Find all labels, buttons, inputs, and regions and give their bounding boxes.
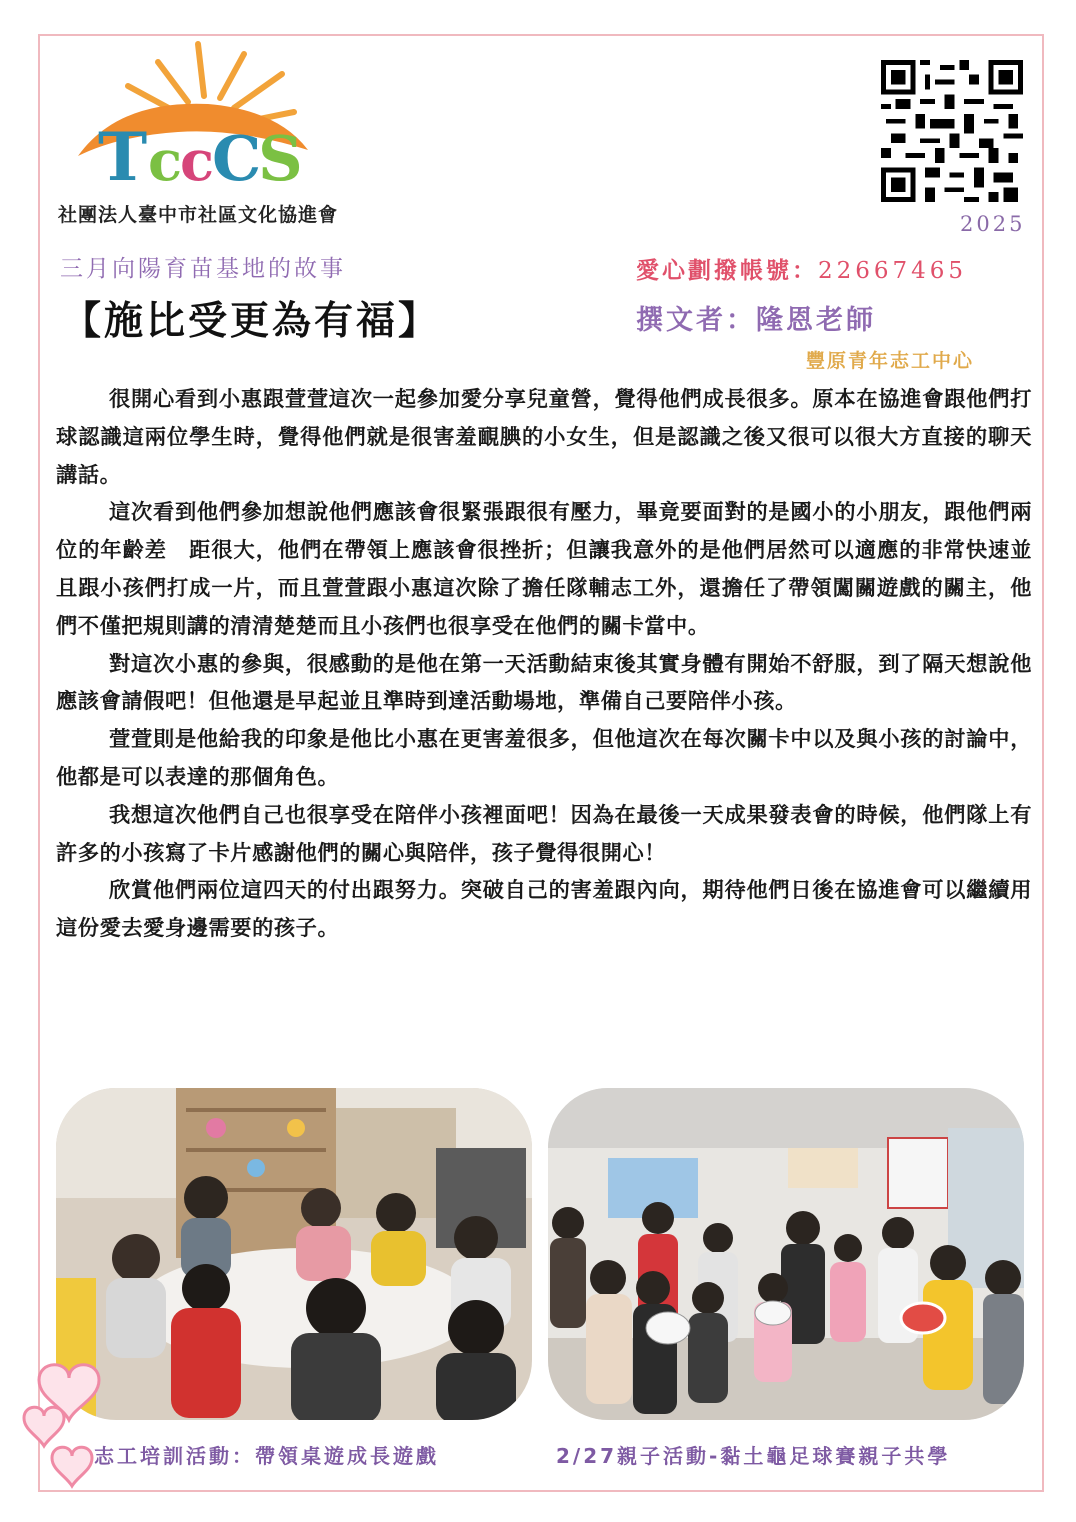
year-label: 2025 [960,212,1026,236]
decorative-hearts-icon [14,1350,124,1500]
paragraph: 對這次小惠的參與，很感動的是他在第一天活動結束後其實身體有開始不舒服，到了隔天想說他應該會請假吧！但他還是早起並且準時到達活動場地，準備自己要陪伴小孩。 [56,650,1032,714]
svg-text:C: C [212,122,262,195]
photo-board-game-training [56,1088,532,1420]
svg-text:S: S [258,122,303,195]
caption-left: 志工培訓活動：帶領桌遊成長遊戲 [94,1444,439,1468]
article-body [56,380,1032,947]
caption-right: 2/27親子活動-黏土龜足球賽親子共學 [556,1444,951,1468]
center-name: 豐原青年志工中心 [806,350,975,372]
paragraph: 這次看到他們參加想說他們應該會很緊張跟很有壓力，畢竟要面對的是國小的小朋友，跟他們兩位的年齡差 距很大，他們在帶領上應該會很挫折；但讓我意外的是他們居然可以適應的非常快速並且跟小孩們打成一片，而且萱萱跟小惠這次除了擔任隊輔志工外，還擔任了帶領闖關遊戲的關主，他們不僅把規則講的清清楚楚而且小孩們也很享受在他們的關卡當中。 [56,499,1032,638]
photo-parent-child-activity [548,1088,1024,1420]
organization-name: 社團法人臺中市社區文化協進會 [58,204,339,226]
svg-text:T: T [98,118,148,196]
svg-text:c: c [148,128,183,194]
paragraph: 我想這次他們自己也很享受在陪伴小孩裡面吧！因為在最後一天成果發表會的時候，他們隊上有許多的小孩寫了卡片感謝他們的關心與陪伴，孩子覺得很開心！ [56,801,1032,865]
donation-info [636,252,967,285]
svg-text:c: c [180,128,215,194]
donation-label: 愛心劃撥帳號： [636,258,818,284]
page-title: 【施比受更為有福】 [62,298,441,344]
page-subtitle: 三月向陽育苗基地的故事 [60,256,346,282]
paragraph: 欣賞他們兩位這四天的付出跟努力。突破自己的害羞跟內向，期待他們日後在協進會可以繼續用這份愛去愛身邊需要的孩子。 [56,877,1032,941]
donation-account: 22667465 [818,258,968,284]
qr-code[interactable] [881,60,1023,202]
author-line: 撰文者：隆恩老師 [636,305,876,336]
paragraph: 萱萱則是他給我的印象是他比小惠在更害羞很多，但他這次在每次關卡中以及與小孩的討論中，他都是可以表達的那個角色。 [56,726,1032,789]
paragraph: 很開心看到小惠跟萱萱這次一起參加愛分享兒童營，覺得他們成長很多。原本在協進會跟他們打球認識這兩位學生時，覺得他們就是很害羞靦腆的小女生，但是認識之後又很可以很大方直接的聊天講話。 [56,386,1032,487]
